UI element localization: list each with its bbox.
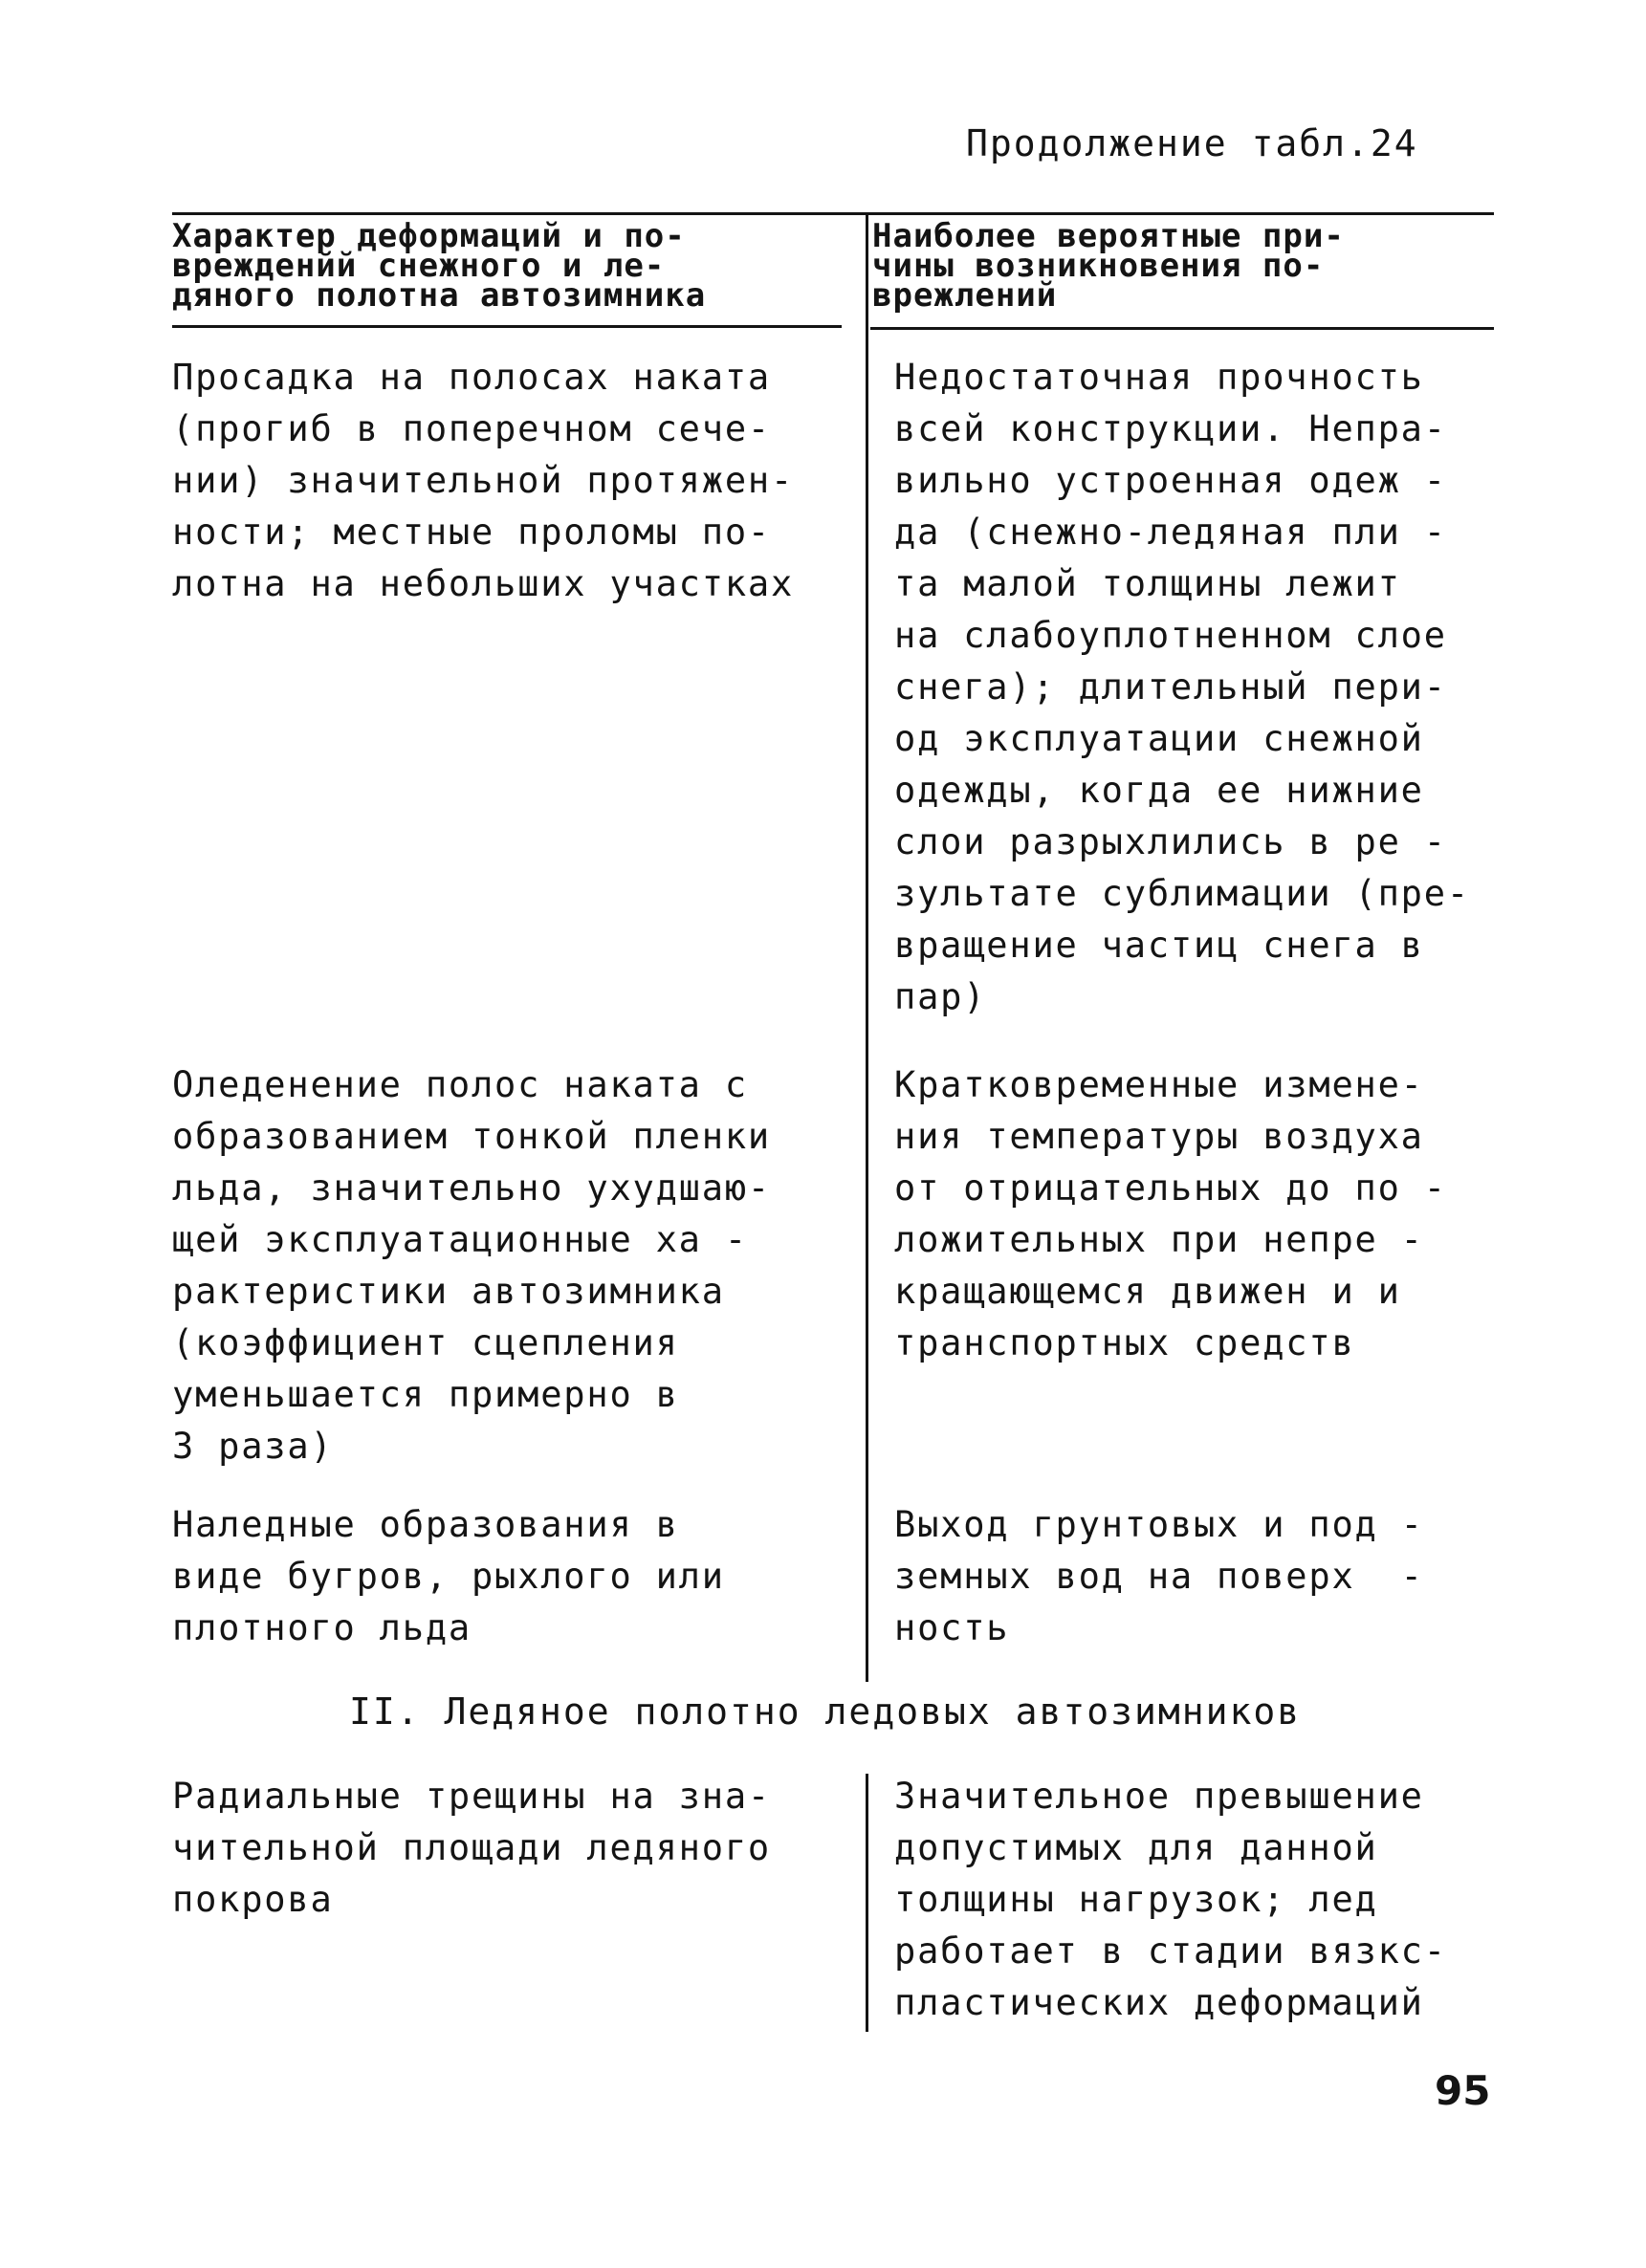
table-continuation-label: Продолжение табл.24	[966, 122, 1418, 164]
table-cell-defect: Просадка на полосах наката (прогиб в поперечном сече- нии) значительной протяжен- ности; местные проломы по- лотна на небольших участках	[172, 357, 795, 604]
header-rule-left	[172, 325, 842, 328]
column-divider	[866, 214, 868, 1682]
header-rule-right	[870, 327, 1494, 330]
page-number: 95	[1435, 2067, 1491, 2114]
table-cell-cause: Выход грунтовых и под - земных вод на поверх - ность	[894, 1504, 1424, 1648]
table-cell-cause: Недостаточная прочность всей конструкции. Непра- вильно устроенная одеж - да (снежно-ледяная пли - та малой толщины лежит на слабоуплотненном слое снега); длительный пери- од эксплуатации снежной одежды, когда ее нижние слои разрыхлились в ре - зультате сублимации (пре- вращение частиц снега в пар)	[894, 357, 1470, 1017]
table-cell-cause: Значительное превышение допустимых для данной толщины нагрузок; лед работает в стадии вязкс- пластических деформаций	[894, 1776, 1447, 2023]
table-top-rule	[172, 212, 1494, 215]
table-header-defect: Характер деформаций и по- врежденйй снежного и ле- дяного полотна автозимника	[172, 217, 707, 315]
table-header-cause: Наиболее вероятные при- чины возникновения по- врежлений	[872, 217, 1345, 315]
section-heading: II. Ледяное полотно ледовых автозимников	[349, 1690, 1302, 1733]
table-cell-defect: Оледенение полос наката с образованием тонкой пленки льда, значительно ухудшаю- щей эксплуатационные ха - рактеристики автозимника (коэффициент сцепления уменьшается примерно в 3 раза)	[172, 1064, 771, 1467]
table-cell-defect: Наледные образования в виде бугров, рыхлого или плотного льда	[172, 1504, 725, 1648]
table-cell-cause: Кратковременные измене- ния температуры воздуха от отрицательных до по - ложительных при непре - кращающемся движен и и транспортных средств	[894, 1064, 1447, 1363]
table-cell-defect: Радиальные трещины на зна- чительной площади ледяного покрова	[172, 1776, 771, 1920]
column-divider	[866, 1774, 868, 2032]
